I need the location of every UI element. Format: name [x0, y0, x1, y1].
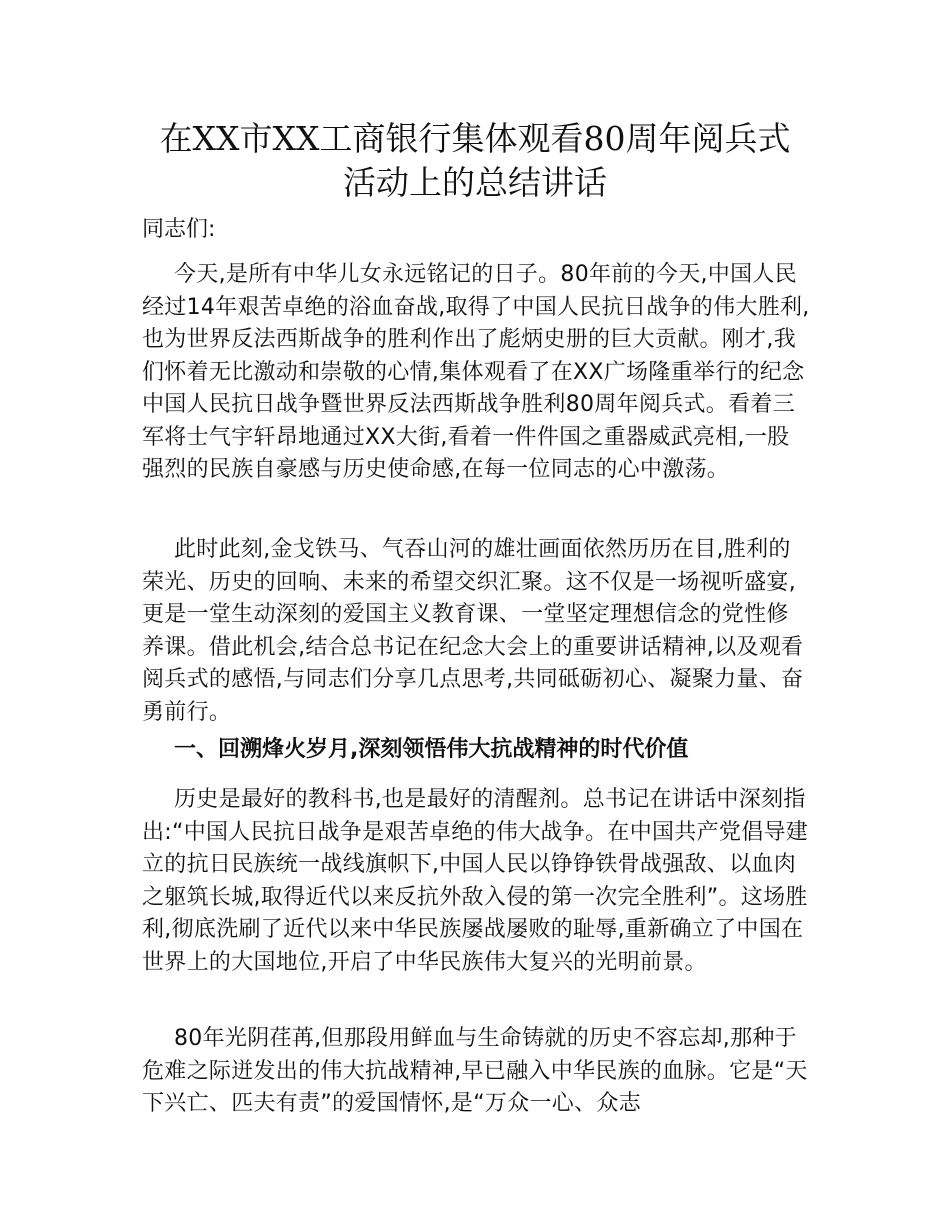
document-title-line-2: 活动上的总结讲话: [343, 163, 607, 202]
paragraph-2: 此时此刻,金戈铁马、气吞山河的雄壮画面依然历历在目,胜利的荣光、历史的回响、未来的希望交织汇聚。这不仅是一场视听盛宴,更是一堂生动深刻的爱国主义教育课、一堂坚定理想信念的党性修养课。借此机会,结合总书记在纪念大会上的重要讲话精神,以及观看阅兵式的感悟,与同志们分享几点思考,共同砥砺初心、凝聚力量、奋勇前行。: [142, 537, 804, 725]
paragraph-4: 80年光阴荏苒,但那段用鲜血与生命铸就的历史不容忘却,那种于危难之际迸发出的伟大抗战精神,早已融入中华民族的血脉。它是“天下兴亡、匹夫有责”的爱国情怀,是“万众一心、众志: [142, 1026, 808, 1116]
document-title-line-1: 在XX市XX工商银行集体观看80周年阅兵式: [159, 119, 791, 158]
paragraph-3: 历史是最好的教科书,也是最好的清醒剂。总书记在讲话中深刻指出:“中国人民抗日战争是艰苦卓绝的伟大战争。在中国共产党倡导建立的抗日民族统一战线旗帜下,中国人民以铮铮铁骨战强敌、以血肉之躯筑长城,取得近代以来反抗外敌入侵的第一次完全胜利”。这场胜利,彻底洗刷了近代以来中华民族屡战屡败的耻辱,重新确立了中国在世界上的大国地位,开启了中华民族伟大复兴的光明前景。: [142, 787, 809, 975]
section-1-heading: 一、回溯烽火岁月,深刻领悟伟大抗战精神的时代价值: [174, 737, 689, 762]
paragraph-1: 今天,是所有中华儿女永远铭记的日子。80年前的今天,中国人民经过14年艰苦卓绝的浴血奋战,取得了中国人民抗日战争的伟大胜利,也为世界反法西斯战争的胜利作出了彪炳史册的巨大贡献。刚才,我们怀着无比激动和崇敬的心情,集体观看了在XX广场隆重举行的纪念中国人民抗日战争暨世界反法西斯战争胜利80周年阅兵式。看着三军将士气宇轩昂地通过XX大街,看着一件件国之重器威武亮相,一股强烈的民族自豪感与历史使命感,在每一位同志的心中激荡。: [142, 262, 810, 482]
salutation: 同志们:: [142, 217, 216, 242]
